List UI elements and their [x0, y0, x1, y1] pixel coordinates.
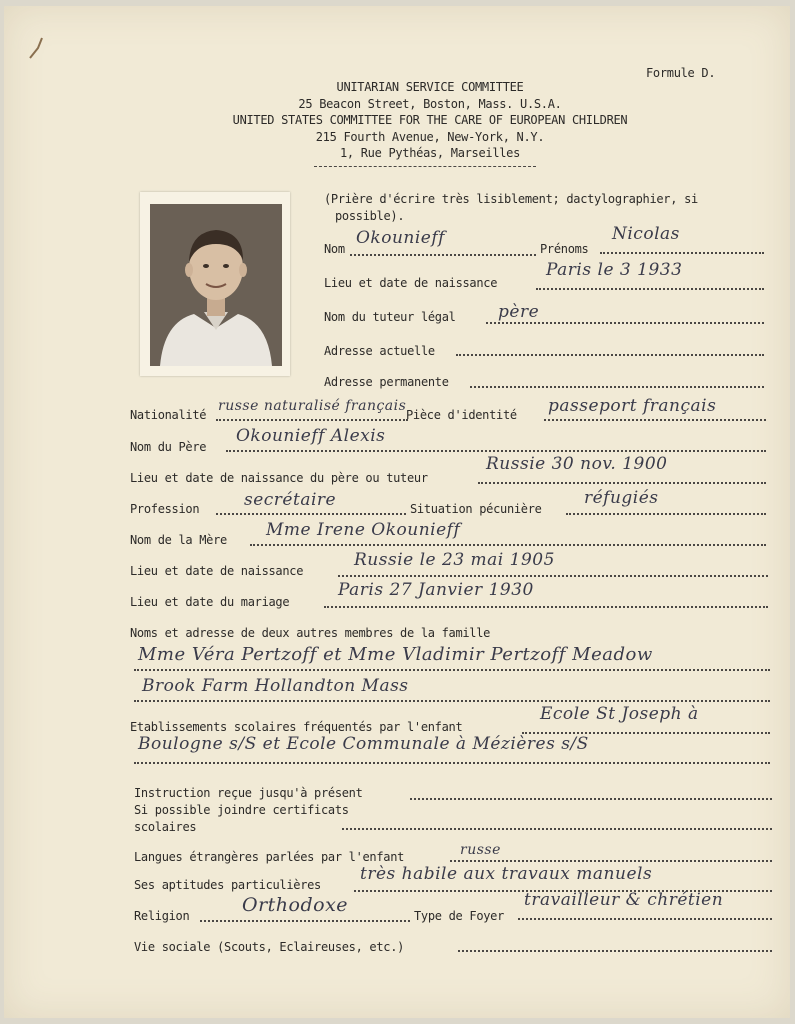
form-page	[4, 6, 790, 1018]
line-religion	[200, 920, 410, 922]
header-line-2: 25 Beacon Street, Boston, Mass. U.S.A.	[298, 97, 562, 111]
label-nom: Nom	[324, 242, 345, 256]
label-prenoms: Prénoms	[540, 242, 589, 256]
line-adresse-actuelle	[456, 354, 764, 356]
value-famille-1: Mme Véra Pertzoff et Mme Vladimir Pertzoff Meadow	[138, 644, 653, 665]
value-lieu-mere: Russie le 23 mai 1905	[354, 550, 555, 570]
label-etablissements: Etablissements scolaires fréquentés par l'enfant	[130, 720, 463, 734]
label-vie-sociale: Vie sociale (Scouts, Eclaireuses, etc.)	[134, 940, 405, 954]
line-vie-sociale	[458, 950, 772, 952]
line-langues	[450, 860, 772, 862]
value-mariage: Paris 27 Janvier 1930	[338, 580, 534, 600]
label-lieu-pere: Lieu et date de naissance du père ou tuteur	[130, 471, 428, 485]
value-tuteur: père	[498, 302, 540, 322]
line-lieu-naissance	[536, 288, 764, 290]
value-nationalite: russe naturalisé français	[218, 398, 407, 414]
value-piece: passeport français	[548, 396, 717, 416]
line-famille-1	[134, 669, 770, 671]
line-lieu-pere	[478, 482, 766, 484]
line-tuteur	[486, 322, 764, 324]
line-nationalite	[216, 419, 408, 421]
instructions-line-1: (Prière d'écrire très lisiblement; dactylographier, si	[324, 192, 698, 206]
label-instruction-2: Si possible joindre certificats	[134, 803, 349, 817]
label-adresse-permanente: Adresse permanente	[324, 375, 449, 389]
label-religion: Religion	[134, 909, 190, 923]
line-instruction-2	[342, 828, 772, 830]
value-etablissements-2: Boulogne s/S et Ecole Communale à Mézières s/S	[138, 734, 589, 754]
label-famille: Noms et adresse de deux autres membres de la famille	[130, 626, 491, 640]
label-adresse-actuelle: Adresse actuelle	[324, 344, 435, 358]
value-religion: Orthodoxe	[242, 894, 349, 916]
value-pere: Okounieff Alexis	[236, 426, 386, 446]
label-instruction-1: Instruction reçue jusqu'à présent	[134, 786, 363, 800]
value-situation: réfugiés	[584, 488, 659, 508]
label-situation: Situation pécunière	[410, 502, 542, 516]
line-foyer	[518, 918, 772, 920]
photo-frame	[140, 192, 290, 376]
header-line-5: 1, Rue Pythéas, Marseilles	[339, 146, 521, 160]
header-rule	[314, 166, 536, 167]
value-profession: secrétaire	[244, 490, 337, 510]
label-piece: Pièce d'identité	[406, 408, 517, 422]
label-instruction-3: scolaires	[134, 820, 197, 834]
label-pere: Nom du Père	[130, 440, 207, 454]
instructions-line-2: possible).	[335, 209, 405, 223]
header-line-3: UNITED STATES COMMITTEE FOR THE CARE OF EUROPEAN CHILDREN	[232, 113, 628, 127]
form-code: Formule D.	[646, 66, 716, 80]
line-prenoms	[600, 252, 764, 254]
label-tuteur: Nom du tuteur légal	[324, 310, 456, 324]
value-prenoms: Nicolas	[612, 224, 680, 244]
line-pere	[226, 450, 766, 452]
value-nom: Okounieff	[356, 228, 445, 248]
value-etablissements-1: Ecole St Joseph à	[540, 704, 699, 724]
line-profession	[216, 513, 406, 515]
label-foyer: Type de Foyer	[414, 909, 505, 923]
line-lieu-mere	[338, 575, 768, 577]
label-mariage: Lieu et date du mariage	[130, 595, 290, 609]
line-situation	[566, 513, 766, 515]
child-photo	[150, 204, 282, 366]
value-famille-2: Brook Farm Hollandton Mass	[142, 676, 409, 696]
value-mere: Mme Irene Okounieff	[266, 520, 461, 540]
value-aptitudes: très habile aux travaux manuels	[360, 864, 653, 884]
label-aptitudes: Ses aptitudes particulières	[134, 878, 321, 892]
header-line-1: UNITARIAN SERVICE COMMITTEE	[336, 80, 524, 94]
line-etablissements-2	[134, 762, 770, 764]
label-nationalite: Nationalité	[130, 408, 207, 422]
value-lieu-pere: Russie 30 nov. 1900	[486, 454, 668, 474]
label-mere: Nom de la Mère	[130, 533, 227, 547]
line-adresse-permanente	[470, 386, 764, 388]
line-mere	[250, 544, 766, 546]
value-lieu-naissance: Paris le 3 1933	[546, 260, 683, 280]
line-nom	[350, 254, 536, 256]
paper-tear-mark	[28, 34, 54, 62]
label-lieu-naissance: Lieu et date de naissance	[324, 276, 498, 290]
label-lieu-mere: Lieu et date de naissance	[130, 564, 304, 578]
value-foyer: travailleur & chrétien	[524, 890, 724, 910]
line-mariage	[324, 606, 768, 608]
label-profession: Profession	[130, 502, 200, 516]
value-langues: russe	[460, 842, 501, 858]
label-langues: Langues étrangères parlées par l'enfant	[134, 850, 405, 864]
line-piece	[544, 419, 766, 421]
line-instruction-1	[410, 798, 772, 800]
header-line-4: 215 Fourth Avenue, New-York, N.Y.	[315, 130, 545, 144]
line-famille-2	[134, 700, 770, 702]
